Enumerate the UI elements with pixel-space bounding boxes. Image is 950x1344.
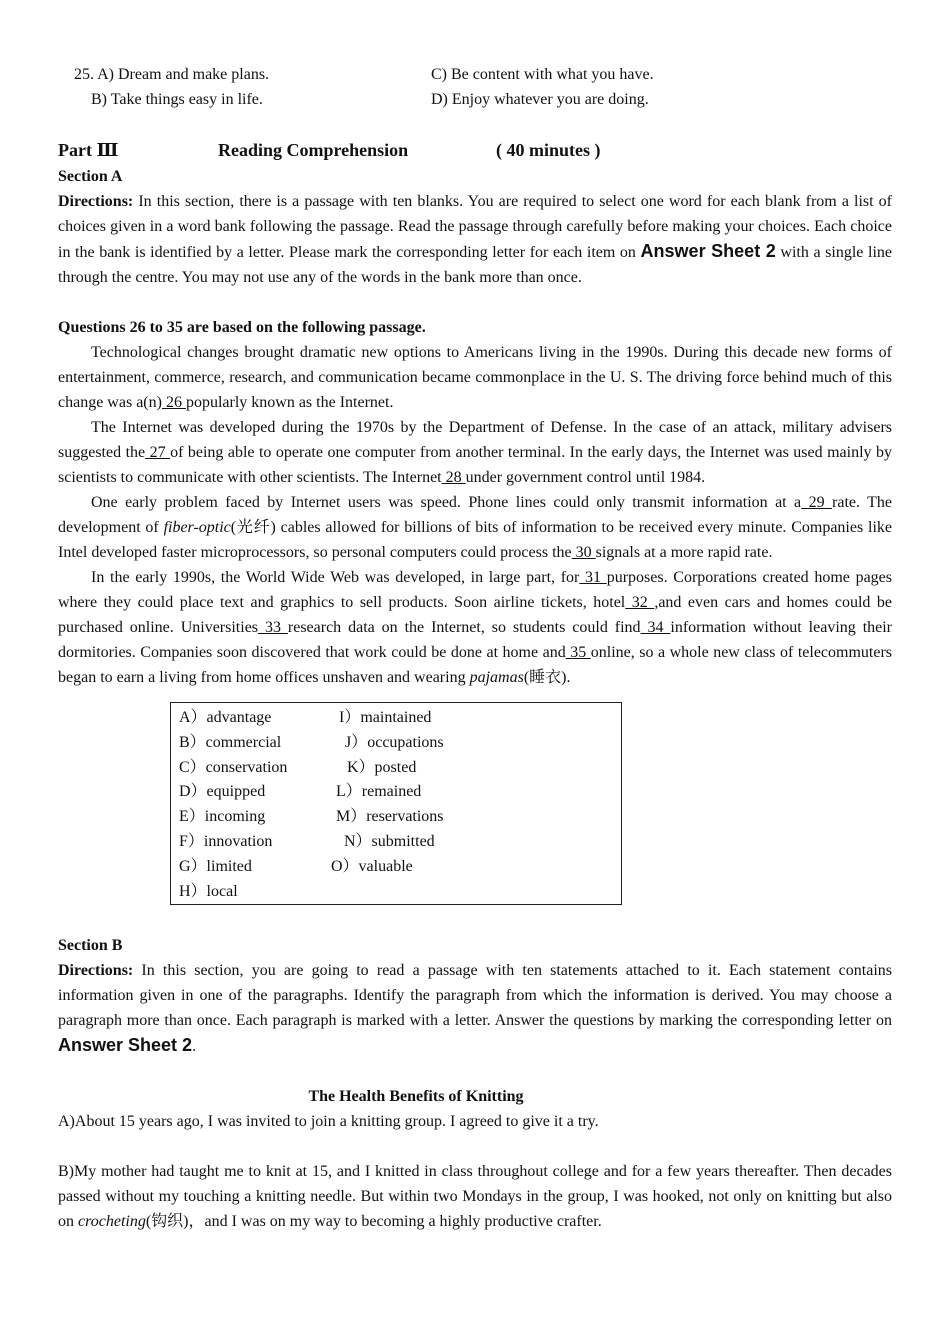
text: research data on the Internet, so students could find <box>287 619 641 636</box>
word-option: K）posted <box>347 758 417 776</box>
part-heading <box>58 136 892 164</box>
article-paragraph-b <box>58 1159 892 1234</box>
blank-30: 30 <box>571 544 596 561</box>
text: In the early 1990s, the World Wide Web was developed, in large part, for <box>91 569 580 586</box>
blank-34: 34 <box>640 619 671 636</box>
word-option: J）occupations <box>345 733 444 751</box>
blank-28: 28 <box>441 469 466 486</box>
word-option: A）advantage <box>179 709 272 726</box>
section-a-heading: Section A <box>58 168 123 185</box>
text: ,and even cars and homes could be purchased online. Universities <box>58 594 893 636</box>
text: Technological changes brought dramatic new options to Americans living in the 1990s. During this decade new forms of entertainment, commerce, research, and communication became commonplace in the U. S. The driving force behind much of this change was a(n) <box>58 344 892 411</box>
blank-32: 32 <box>625 594 655 611</box>
article-title: The Health Benefits of Knitting <box>308 1088 524 1105</box>
directions-label: Directions: <box>58 962 134 979</box>
text: rate. The development of <box>58 494 893 536</box>
passage-paragraph-1 <box>58 340 892 415</box>
exam-page <box>58 62 892 1234</box>
blank-29: 29 <box>801 494 833 511</box>
blank-27: 27 <box>145 444 171 461</box>
answer-sheet-label: Answer Sheet 2 <box>640 241 776 261</box>
directions-label: Directions: <box>58 193 134 210</box>
word-option: H）local <box>179 882 238 900</box>
word-bank-row <box>179 854 621 879</box>
directions-text: In this section, there is a passage with ten blanks. You are required to select one word for each blank from a list of choices given in a word bank following the passage. Read the passage through carefully before making your choices. Each choice in the bank is identified by a letter. Please mark the corresponding letter for each item on <box>58 193 892 261</box>
word-bank-row <box>179 755 621 780</box>
word-option: N）submitted <box>344 832 435 850</box>
text: (睡衣). <box>523 669 571 686</box>
answer-sheet-label: Answer Sheet 2 <box>58 1035 193 1055</box>
text: (钩织)，and I was on my way to becoming a highly productive crafter. <box>145 1213 602 1230</box>
word-bank <box>170 702 622 905</box>
word-bank-row <box>179 705 621 730</box>
blank-35: 35 <box>565 644 591 661</box>
word-bank-row <box>179 804 621 829</box>
word-option: I）maintained <box>339 709 432 726</box>
q25-option-a: 25. A) Dream and make plans. <box>74 66 270 83</box>
part-title: Reading Comprehension <box>218 140 409 160</box>
word-bank-row <box>179 779 621 804</box>
passage-paragraph-3 <box>58 490 892 565</box>
blank-33: 33 <box>258 619 288 636</box>
part-time: ( 40 minutes ) <box>496 140 601 160</box>
q25-option-d: D) Enjoy whatever you are doing. <box>431 91 649 108</box>
text: purposes. Corporations created home pages where they could place text and graphics to sell products. Soon airline tickets, hotel <box>58 569 893 611</box>
word-option: B）commercial <box>179 733 282 751</box>
passage-paragraph-2 <box>58 415 892 490</box>
q25-option-b: B) Take things easy in life. <box>91 91 263 108</box>
questions-heading: Questions 26 to 35 are based on the following passage. <box>58 319 426 336</box>
italic-term: fiber-optic <box>163 519 231 536</box>
word-option: G）limited <box>179 857 252 875</box>
section-b-heading: Section B <box>58 937 123 954</box>
part-label: Part Ⅲ <box>58 140 119 160</box>
text: B)My mother had taught me to knit at 15, and I knitted in class throughout college and for a few years thereafter. Then decades passed without my touching a knitting needle. But within two Mondays in the group, I was hooked, not only on knitting but also on <box>58 1163 892 1230</box>
directions-tail: . <box>192 1038 197 1055</box>
text: The Internet was developed during the 1970s by the Department of Defense. In the case of an attack, military advisers suggested the <box>58 419 892 461</box>
word-option: E）incoming <box>179 808 266 826</box>
section-a-directions <box>58 189 892 290</box>
word-option: M）reservations <box>336 808 444 826</box>
q25-option-c: C) Be content with what you have. <box>431 66 654 83</box>
text: One early problem faced by Internet users was speed. Phone lines could only transmit information at a <box>91 494 802 511</box>
italic-term: crocheting <box>78 1213 146 1230</box>
word-option: D）equipped <box>179 783 266 801</box>
word-bank-row <box>179 879 621 904</box>
text: online, so a whole new class of telecommuters began to earn a living from home offices unshaven and wearing <box>58 644 893 686</box>
word-bank-row <box>179 730 621 755</box>
word-option: C）conservation <box>179 758 288 776</box>
blank-26: 26 <box>161 394 186 411</box>
section-b-directions <box>58 958 892 1059</box>
word-option: O）valuable <box>331 857 413 875</box>
directions-tail: with a single line through the centre. You may not use any of the words in the bank more than once. <box>58 244 892 286</box>
text: (光纤) cables allowed for billions of bits of information to be received every minute. Companies like Intel developed faster microprocessors, so personal computers could process the <box>58 519 892 561</box>
word-option: F）innovation <box>179 832 273 850</box>
text: signals at a more rapid rate. <box>595 544 773 561</box>
word-bank-row <box>179 829 621 854</box>
text: of being able to operate one computer from another terminal. In the early days, the Internet was used mainly by scientists to communicate with other scientists. The Internet <box>58 444 893 486</box>
text: information without leaving their dormitories. Companies soon discovered that work could be done at home and <box>58 619 893 661</box>
text: popularly known as the Internet. <box>185 394 394 411</box>
word-option: L）remained <box>336 783 422 801</box>
directions-text: In this section, you are going to read a passage with ten statements attached to it. Each statement contains information given in one of the paragraphs. Identify the paragraph from which the information is derived. You may choose a paragraph more than once. Each paragraph is marked with a letter. Answer the questions by marking the corresponding letter on <box>58 962 892 1029</box>
article-paragraph-a: A)About 15 years ago, I was invited to join a knitting group. I agreed to give it a try. <box>58 1113 599 1130</box>
text: under government control until 1984. <box>465 469 706 486</box>
passage-paragraph-4 <box>58 565 892 690</box>
italic-term: pajamas <box>469 669 524 686</box>
question-25 <box>74 62 892 112</box>
blank-31: 31 <box>579 569 607 586</box>
